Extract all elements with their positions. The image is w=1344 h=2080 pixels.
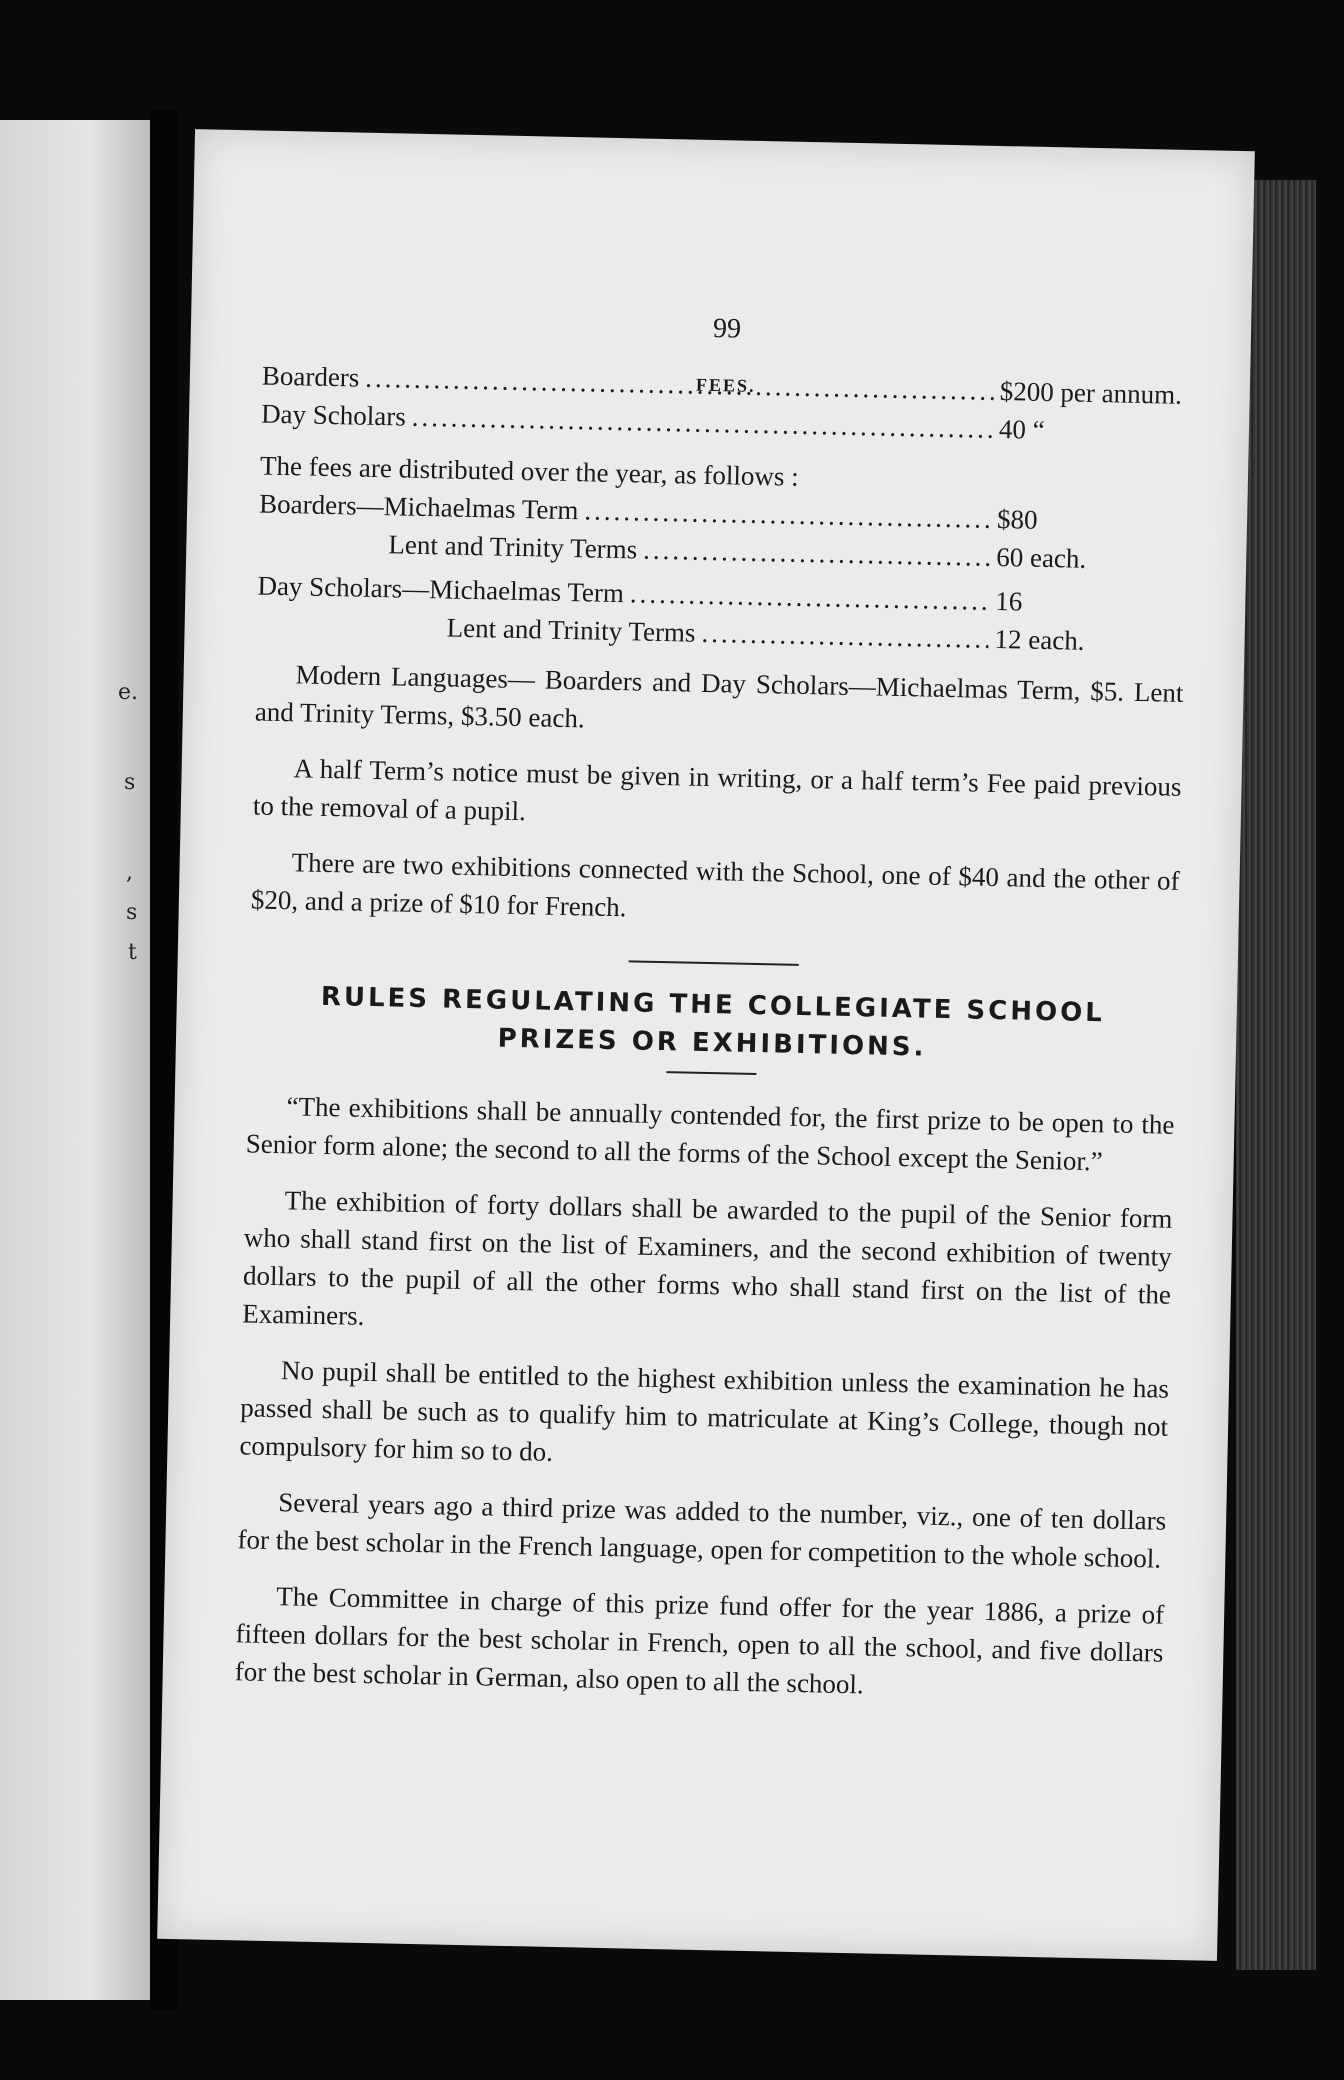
fees-section	[261, 357, 1190, 452]
fees-heading: FEES.	[695, 374, 756, 396]
rules-paragraph: The Committee in charge of this prize fund offer for the year 1886, a prize of fifteen dollars for the best scholar in French, open to all the school, and five dollars for the best scholar in German, also open to all the school.	[234, 1581, 1165, 1700]
rules-paragraph: Several years ago a third prize was added to the number, viz., one of ten dollars for the best scholar in the French language, open for competition to the whole school.	[237, 1487, 1167, 1574]
rules-heading-line: RULES REGULATING THE COLLEGIATE SCHOOL	[320, 981, 1106, 1029]
section-divider	[629, 960, 799, 966]
fee-amount: $80	[996, 503, 1038, 535]
rules-heading-line: PRIZES OR EXHIBITIONS.	[497, 1023, 927, 1063]
page-content	[234, 301, 1191, 1728]
fee-label: Day Scholars—Michaelmas Term	[257, 570, 625, 609]
left-page-fragment: t	[128, 940, 137, 965]
modern-languages-paragraph: Modern Languages— Boarders and Day Scholars—Michaelmas Term, $5. Lent and Trinity Terms, $3.50 each.	[254, 659, 1184, 734]
left-page-fragment: e.	[118, 680, 139, 705]
fee-amount: 40 “	[998, 414, 1046, 445]
fee-label: Boarders—Michaelmas Term	[258, 488, 579, 526]
leader-dots	[643, 531, 991, 576]
rules-paragraph: No pupil shall be entitled to the highest exhibition unless the examination he has passed shall be such as to qualify him to matriculate at King’s College, though not compulsory for him so to do.	[239, 1355, 1170, 1467]
rules-paragraph: “The exhibitions shall be annually contended for, the first prize to be open to the Senior form alone; the second to all the forms of the School except the Senior.”	[245, 1091, 1175, 1177]
left-page-fragment: ,	[126, 860, 133, 885]
page-number: 99	[712, 312, 742, 345]
fee-amount: 60 each.	[995, 541, 1087, 574]
heading-underline	[666, 1071, 756, 1075]
fee-amount: $200 per annum.	[999, 376, 1183, 410]
book-page	[157, 129, 1255, 1961]
left-page-fragment: s	[126, 900, 138, 925]
left-page-fragment: s	[124, 770, 136, 795]
left-facing-page	[0, 120, 150, 2000]
exhibitions-paragraph: There are two exhibitions connected with the School, one of $40 and the other of $20, and a prize of $10 for French.	[250, 847, 1180, 923]
rules-heading	[248, 976, 1177, 1071]
fee-label: Lent and Trinity Terms	[446, 612, 696, 648]
notice-paragraph: A half Term’s notice must be given in writing, or a half term’s Fee paid previous to the removal of a pupil.	[252, 753, 1182, 827]
fee-label: Day Scholars	[260, 398, 407, 432]
fee-amount: 16	[995, 585, 1023, 617]
fee-amount: 12 each.	[994, 623, 1085, 656]
distribution-intro: The fees are distributed over the year, as follows :	[259, 450, 799, 492]
fee-label: Lent and Trinity Terms	[388, 529, 638, 565]
leader-dots	[701, 614, 989, 658]
rules-paragraph: The exhibition of forty dollars shall be awarded to the pupil of the Senior form who shall stand first on the list of Examiners, and the second exhibition of twenty dollars to the pupil of all the other forms who shall stand first on the list of the Examiners.	[241, 1185, 1173, 1331]
fee-label: Boarders	[261, 360, 360, 393]
